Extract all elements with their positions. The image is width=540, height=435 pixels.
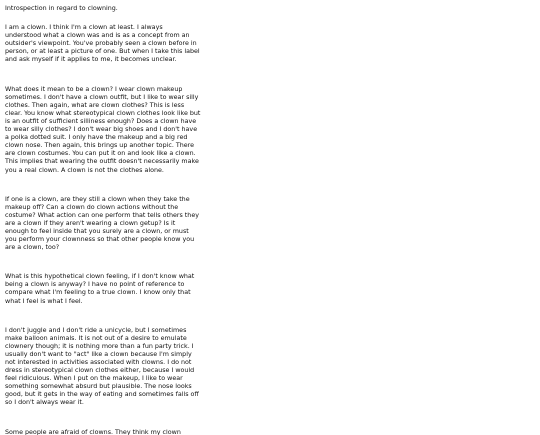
text-line: I am a clown. I think I'm a clown at least. I always [5, 24, 163, 32]
text-line: something somewhat absurd but plausible. The nose looks [5, 383, 192, 391]
text-line: are clown costumes. You can put it on and look like a clown. [5, 150, 196, 158]
text-line: to wear silly clothes? I don't wear big shoes and I don't have [5, 126, 198, 134]
text-line: and ask myself if it applies to me, it becomes unclear. [5, 56, 177, 64]
text-line: clothes. Then again, what are clown clothes? This is less [5, 101, 185, 109]
text-line: are a clown if they aren't wearing a clown getup? Is it [5, 219, 176, 227]
paragraph-2 [5, 86, 250, 175]
document-body [5, 5, 250, 435]
text-line: clownery though; it is nothing more than a fun party trick. I [5, 342, 194, 350]
text-line: feel ridiculous. When I put on the makeup, I like to wear [5, 375, 183, 383]
text-line: What does it mean to be a clown? I wear clown makeup [5, 85, 183, 93]
text-line: clear. You know what stereotypical clown clothes look like but [5, 109, 201, 117]
text-line: you a real clown. A clown is not the clothes alone. [5, 166, 164, 174]
text-line: what I feel is what I feel. [5, 297, 83, 305]
text-line: outsider's viewpoint. You've probably seen a clown before in [5, 40, 197, 48]
text-line: Some people are afraid of clowns. They think my clown [5, 428, 181, 435]
text-line: understood what a clown was and is as a concept from an [5, 32, 190, 40]
paragraph-5 [5, 327, 250, 408]
text-line: sometimes. I don't have a clown outfit, but I like to wear silly [5, 93, 199, 101]
text-line: costume? What action can one perform that tells others they [5, 211, 199, 219]
text-line: clown nose. Then again, this brings up another topic. There [5, 142, 195, 150]
text-line: makeup off? Can a clown do clown actions without the [5, 203, 179, 211]
text-line: good, but it gets in the way of eating and sometimes falls off [5, 391, 199, 399]
text-line: not interested in activities associated with clowns. I do not [5, 359, 192, 366]
text-line: compare what I'm feeling to a true clown. I know only that [5, 289, 191, 297]
paragraph-3 [5, 196, 250, 253]
text-line: usually don't want to "act" like a clown because I'm simply [5, 350, 192, 358]
text-line: is an outfit of sufficient silliness enough? Does a clown have [5, 117, 197, 125]
text-line: make balloon animals. It is not out of a desire to emulate [5, 334, 187, 342]
paragraph-1 [5, 24, 250, 64]
text-line: If one is a clown, are they still a clown when they take the [5, 195, 190, 203]
text-line: enough to feel inside that you surely are a clown, or must [5, 227, 189, 235]
document-title: Introspection in regard to clowning. [5, 5, 118, 12]
paragraph-4 [5, 273, 250, 305]
text-line: This implies that wearing the outfit doesn't necessarily make [5, 158, 199, 166]
cut-off-paragraph [5, 429, 250, 435]
text-line: so I don't always wear it. [5, 399, 84, 407]
text-line: What is this hypothetical clown feeling, if I don't know what [5, 273, 195, 281]
text-line: I don't juggle and I don't ride a unicycle, but I sometimes [5, 326, 187, 334]
text-line: you perform your clownness so that other people know you [5, 236, 195, 244]
text-line: being a clown is anyway? I have no point of reference to [5, 281, 185, 289]
text-line: dress in stereotypical clown clothes either, because I would [5, 367, 195, 375]
text-line: person, or at least a picture of one. But when I take this label [5, 48, 200, 56]
text-line: are a clown, too? [5, 244, 60, 252]
text-line: a polka dotted suit. I only have the makeup and a big red [5, 134, 188, 142]
